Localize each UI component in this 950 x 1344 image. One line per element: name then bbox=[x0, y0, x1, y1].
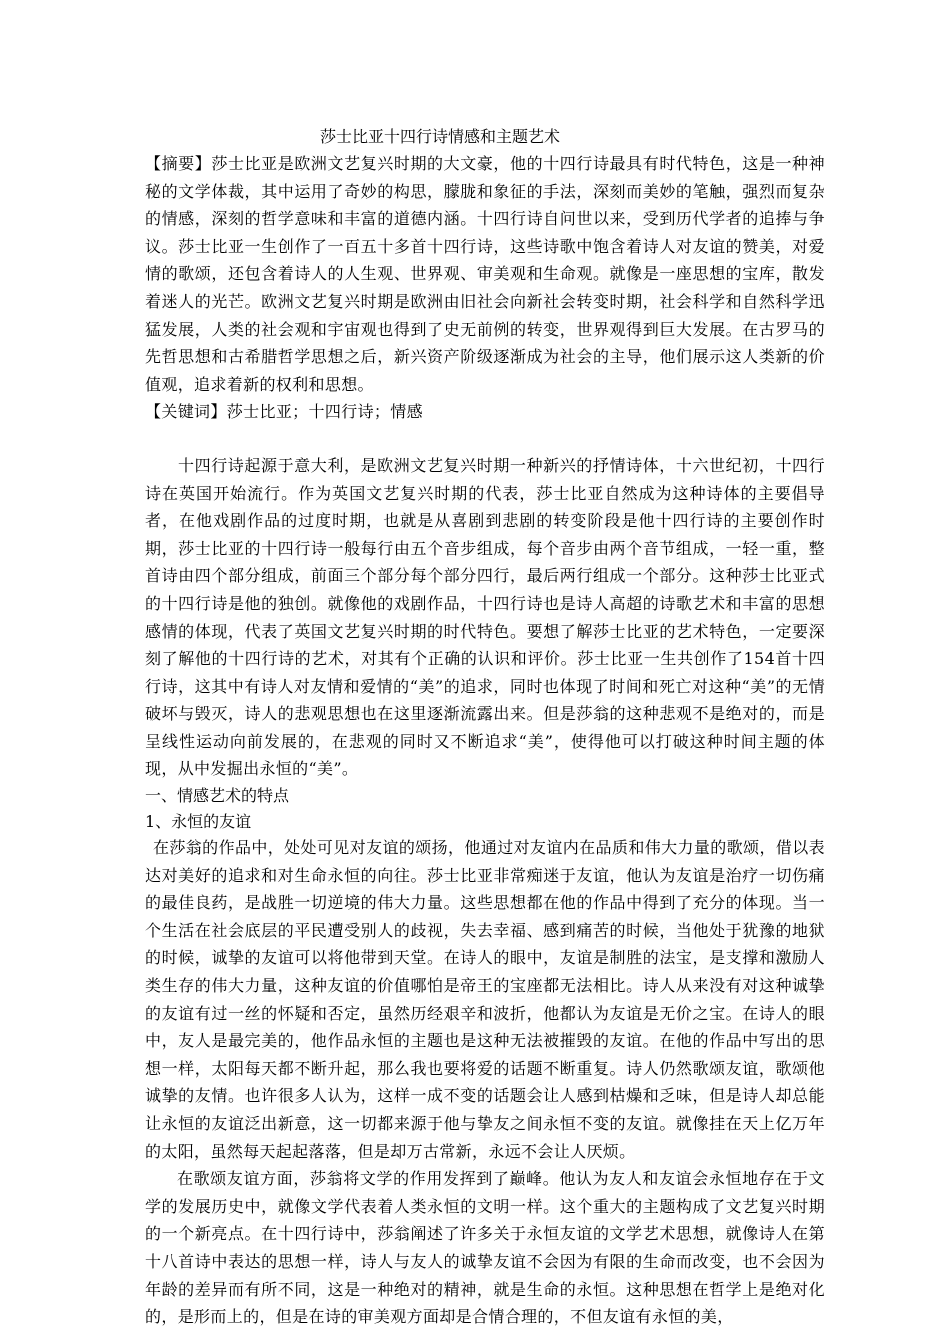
abstract-label: 【摘要】 bbox=[145, 154, 212, 173]
abstract-paragraph bbox=[145, 150, 825, 398]
keywords-text: 莎士比亚；十四行诗；情感 bbox=[226, 402, 423, 422]
friendship-paragraph-2: 在歌颂友谊方面，莎翁将文学的作用发挥到了巅峰。他认为友人和友谊会永恒地存在于文学的发展历史中，就像文学代表着人类永恒的文明一样。这个重大的主题构成了文艺复兴时期的一个新亮点。在十四行诗中，莎翁阐述了许多关于永恒友谊的文学艺术思想，就像诗人在第十八首诗中表达的思想一样，诗人与友人的诚挚友谊不会因为有限的生命而改变，也不会因为年龄的差异而有所不同，这是一种绝对的精神，就是生命的永恒。这种思想在哲学上是绝对化的，是形而上的，但是在诗的审美观方面却是合情合理的，不但友谊有永恒的美， bbox=[145, 1169, 825, 1327]
keywords-paragraph bbox=[145, 398, 825, 426]
abstract-text: 莎士比亚是欧洲文艺复兴时期的大文豪，他的十四行诗最具有时代特色，这是一种神秘的文学体裁，其中运用了奇妙的构思，朦胧和象征的手法，深刻而美妙的笔触，强烈而复杂的情感，深刻的哲学意味和丰富的道德内涵。十四行诗自问世以来，受到历代学者的追捧与争议。莎士比亚一生创作了一百五十多首十四行诗，这些诗歌中饱含着诗人对友谊的赞美，对爱情的歌颂，还包含着诗人的人生观、世界观、审美观和生命观。就像是一座思想的宝库，散发着迷人的光芒。欧洲文艺复兴时期是欧洲由旧社会向新社会转变时期，社会科学和自然科学迅猛发展，人类的社会观和宇宙观也得到了史无前例的转变，世界观得到巨大发展。在古罗马的先哲思想和古希腊哲学思想之后，新兴资产阶级逐渐成为社会的主导，他们展示这人类新的价值观，追求着新的权利和思想。 bbox=[145, 154, 826, 394]
document-title: 莎士比亚十四行诗情感和主题艺术 bbox=[320, 127, 561, 146]
section-heading: 一、情感艺术的特点 bbox=[145, 786, 290, 806]
subsection-heading: 1、永恒的友谊 bbox=[145, 811, 252, 831]
keywords-label: 【关键词】 bbox=[145, 402, 227, 422]
friendship-paragraph-1: 在莎翁的作品中，处处可见对友谊的颂扬，他通过对友谊内在品质和伟大力量的歌颂，借以表达对美好的追求和对生命永恒的向往。莎士比亚非常痴迷于友谊，他认为友谊是治疗一切伤痛的最佳良药，是战胜一切逆境的伟大力量。这些思想都在他的作品中得到了充分的体现。当一个生活在社会底层的平民遭受别人的歧视，失去幸福、感到痛苦的时候，当他处于犹豫的地狱的时候，诚挚的友谊可以将他带到天堂。在诗人的眼中，友谊是制胜的法宝，是支撑和激励人类生存的伟大力量，这种友谊的价值哪怕是帝王的宝座都无法相比。诗人从来没有对这种诚挚的友谊有过一丝的怀疑和否定，虽然历经艰辛和波折，他都认为友谊是无价之宝。在诗人的眼中，友人是最完美的，他作品永恒的主题也是这种无法被摧毁的友谊。在他的作品中写出的思想一样，太阳每天都不断升起，那么我也要将爱的话题不断重复。诗人仍然歌颂友谊，歌颂他诚挚的友情。也许很多人认为，这样一成不变的话题会让人感到枯燥和乏味，但是诗人却总能让永恒的友谊泛出新意，这一切都来源于他与挚友之间永恒不变的友谊。就像挂在天上亿万年的太阳，虽然每天起起落落，但是却万古常新，永远不会让人厌烦。 bbox=[145, 838, 825, 1161]
intro-paragraph: 十四行诗起源于意大利，是欧洲文艺复兴时期一种新兴的抒情诗体，十六世纪初，十四行诗在英国开始流行。作为英国文艺复兴时期的代表，莎士比亚自然成为这种诗体的主要倡导者，在他戏剧作品的过度时期，也就是从喜剧到悲剧的转变阶段是他十四行诗的主要创作时期，莎士比亚的十四行诗一般每行由五个音步组成，每个音步由两个音节组成，一轻一重，整首诗由四个部分组成，前面三个部分每个部分四行，最后两行组成一个部分。这种莎士比亚式的十四行诗是他的独创。就像他的戏剧作品，十四行诗也是诗人高超的诗歌艺术和丰富的思想感情的体现，代表了英国文艺复兴时期的时代特色。要想了解莎士比亚的艺术特色，一定要深刻了解他的十四行诗的艺术，对其有个正确的认识和评价。莎士比亚一生共创作了154首十四行诗，这其中有诗人对友情和爱情的“美”的追求，同时也体现了时间和死亡对这种“美”的无情破坏与毁灭，诗人的悲观思想也在这里逐渐流露出来。但是莎翁的这种悲观不是绝对的，而是呈线性运动向前发展的，在悲观的同时又不断追求“美”，使得他可以打破这种时间主题的体现，从中发掘出永恒的“美”。 bbox=[145, 455, 825, 779]
blank-line bbox=[145, 426, 825, 452]
document-page bbox=[145, 124, 825, 1331]
